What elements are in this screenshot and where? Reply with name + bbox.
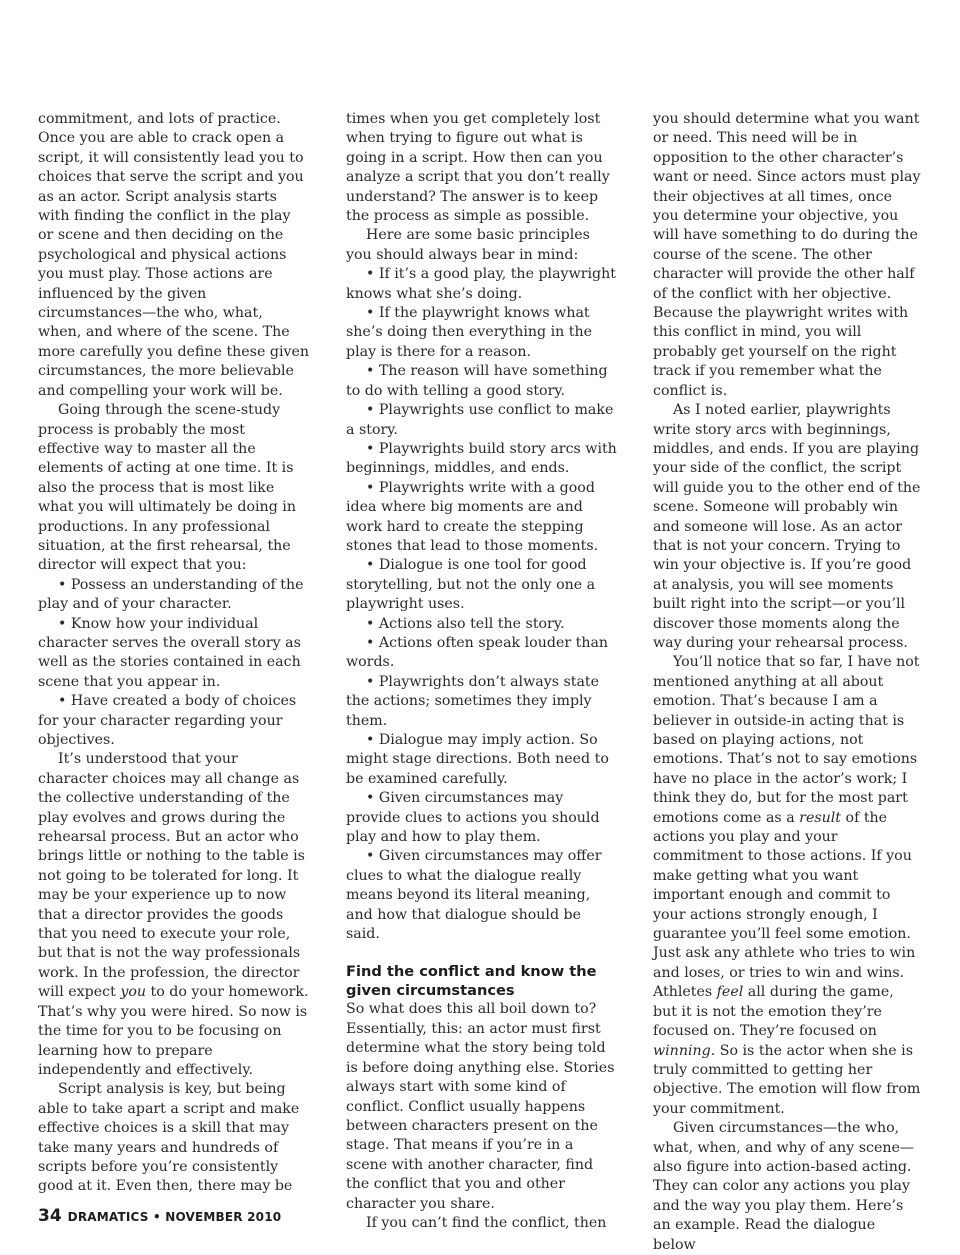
paragraph: commitment, and lots of practice. Once you are able to crack open a script, it will consistently lead you to choices that serve the script and you as an actor. Script analysis starts with finding the conflict in the play or scene and then deciding on the psychological and physical actions you must play. Those actions are influenced by the given circumstances—the who, what, when, and where of the scene. The more carefully you define these given circumstances, the more believable and compelling your work will be. <box>38 111 310 399</box>
bullet-item: • If it’s a good play, the playwright knows what she’s doing. <box>346 266 616 302</box>
magazine-issue: DRAMATICS • NOVEMBER 2010 <box>67 1210 282 1224</box>
bullet-item: • Playwrights write with a good idea where big moments are and work hard to create the stepping stones that lead to those moments. <box>346 479 599 554</box>
paragraph: Script analysis is key, but being able to take apart a script and make effective choices is a skill that may take many years and hundreds of scripts before you’re consistently good at it. Even then, there may be <box>38 1081 300 1195</box>
bullet-item: • Dialogue is one tool for good storytelling, but not the only one a playwright uses. <box>346 557 596 613</box>
emphasis: feel <box>716 984 744 1001</box>
paragraph: Here are some basic principles you should always bear in mind: <box>346 227 590 263</box>
paragraph: you should determine what you want or need. This need will be in opposition to the other character’s want or need. Since actors must play their objectives at all times, once you determine your objective, you will have something to do during the course of the scene. The other character will provide the other half of the conflict with her objective. Because the playwright writes with this conflict in mind, you will probably get yourself on the right track if you remember what the conflict is. <box>653 111 921 399</box>
section-heading: Find the conflict and know the given circumstances <box>346 963 597 1000</box>
bullet-item: • Have created a body of choices for your character regarding your objectives. <box>38 693 297 748</box>
column-2 <box>346 110 618 1233</box>
text-run: to do your homework. That’s why you were hired. So now is the time for you to be focusing on learning how to prepare independently and effectively. <box>38 984 309 1078</box>
bullet-item: • Dialogue may imply action. So might stage directions. Both need to be examined carefully. <box>346 732 609 787</box>
emphasis: you <box>120 984 147 1001</box>
emphasis: result <box>799 809 842 826</box>
paragraph: times when you get completely lost when trying to figure out what is going in a script. How then can you analyze a script that you don’t really understand? The answer is to keep the process as simple as possible. <box>346 111 610 225</box>
text-run: of the actions you play and your commitment to those actions. If you make getting what you want important enough and commit to your actions strongly enough, I guarantee you’ll feel some emotion. Just ask any athlete who tries to win and loses, or tries to win and wins. Athletes <box>653 809 916 1001</box>
text-run: all during the game, but it is not the emotion they’re focused on. They’re focused on <box>653 984 894 1040</box>
paragraph <box>38 750 310 1080</box>
page-footer <box>38 1206 281 1226</box>
column-1 <box>38 110 310 1197</box>
bullet-item: • Given circumstances may provide clues to actions you should play and how to play them. <box>346 790 600 846</box>
paragraph: Going through the scene-study process is probably the most effective way to master all the elements of acting at one time. It is also the process that is most like what you will ultimately be doing in productions. In any professional situation, at the first rehearsal, the director will expect that you: <box>38 402 296 574</box>
bullet-item: • Playwrights use conflict to make a story. <box>346 402 614 438</box>
page-number: 34 <box>38 1206 62 1226</box>
paragraph: So what does this all boil down to? Essentially, this: an actor must first determine what the story being told is before doing anything else. Stories always start with some kind of conflict. Conflict usually happens between characters present on the stage. That means if you’re in a scene with another character, find the conflict that you and other character you share. <box>346 1001 615 1212</box>
paragraph: As I noted earlier, playwrights write story arcs with beginnings, middles, and ends. If you are playing your side of the conflict, the script will guide you to the other end of the scene. Someone will probably win and someone will lose. As an actor that is not your concern. Trying to win your objective is. If you’re good at analysis, you will see moments built right into the script—or you’ll discover those moments along the way during your rehearsal process. <box>653 402 921 651</box>
text-run: It’s understood that your character choices may all change as the collective understanding of the play evolves and grows during the rehearsal process. But an actor who brings little or nothing to the table is not going to be tolerated for long. It may be your experience up to now that a director provides the goods that you need to execute your role, but that is not the way professionals work. In the profession, the director will expect <box>38 751 305 1001</box>
bullet-item: • Possess an understanding of the play and of your character. <box>38 576 304 613</box>
paragraph: Given circumstances—the who, what, when, and why of any scene—also figure into action-based acting. They can color any actions you play and the way you play them. Here’s an example. Read the dialogue below <box>653 1120 915 1253</box>
column-3 <box>653 110 921 1255</box>
bullet-item: • Playwrights build story arcs with beginnings, middles, and ends. <box>346 440 617 477</box>
paragraph <box>653 653 921 1119</box>
text-run: . So is the actor when she is truly committed to getting her objective. The emotion will flow from your commitment. <box>653 1042 921 1117</box>
paragraph: If you can’t find the conflict, then <box>366 1214 607 1231</box>
bullet-item: • Actions also tell the story. <box>366 615 565 632</box>
bullet-item: • Know how your individual character serves the overall story as well as the stories contained in each scene that you appear in. <box>38 615 301 690</box>
bullet-item: • If the playwright knows what she’s doing then everything in the play is there for a reason. <box>346 305 593 360</box>
bullet-item: • Given circumstances may offer clues to what the dialogue really means beyond its literal meaning, and how that dialogue should be said. <box>346 848 602 943</box>
emphasis: winning <box>653 1042 711 1059</box>
bullet-item: • Playwrights don’t always state the actions; sometimes they imply them. <box>346 673 600 729</box>
text-run: You’ll notice that so far, I have not mentioned anything at all about emotion. That’s because I am a believer in outside-in acting that is based on playing actions, not emotions. That’s not to say emotions have no place in the actor’s work; I think they do, but for the most part emotions come as a <box>653 654 920 826</box>
bullet-item: • Actions often speak louder than words. <box>346 634 609 671</box>
bullet-item: • The reason will have something to do with telling a good story. <box>346 363 608 399</box>
